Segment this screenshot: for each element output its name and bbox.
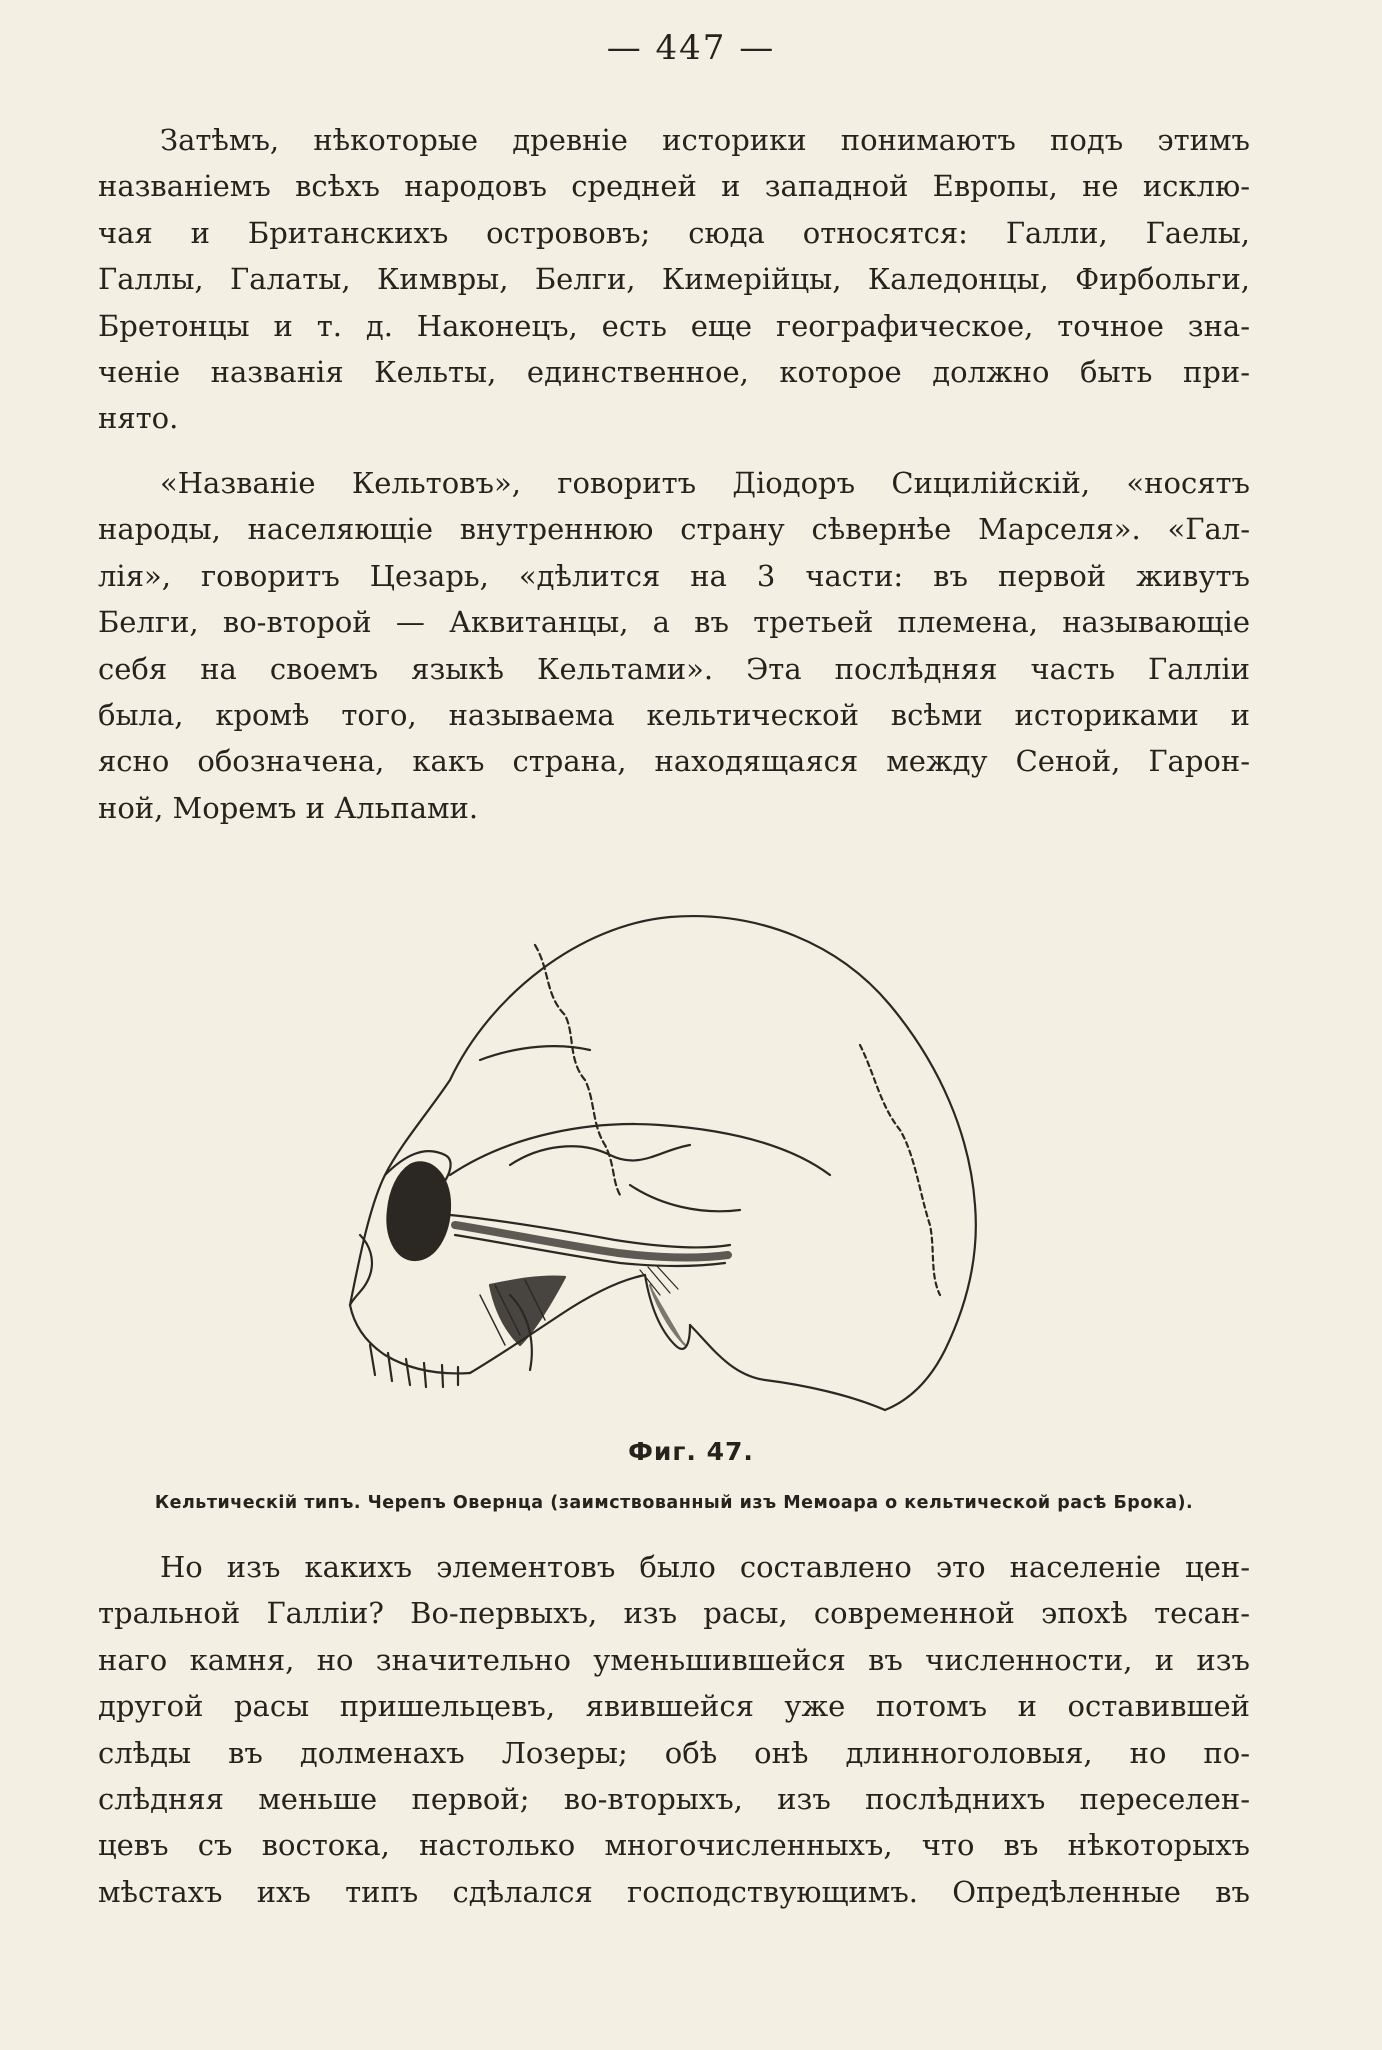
text-line: наго камня, но значительно уменьшившейся въ численности, и изъ (98, 1642, 1250, 1677)
text-line: цевъ съ востока, настолько многочисленныхъ, что въ нѣкоторыхъ (98, 1828, 1250, 1863)
text-line: «Названіе Кельтовъ», говоритъ Діодоръ Сицилійскій, «носятъ (160, 466, 1250, 500)
text-line: народы, населяющіе внутреннюю страну сѣвернѣе Марселя». «Гал- (98, 512, 1250, 547)
text-line: мѣстахъ ихъ типъ сдѣлался господствующимъ. Опредѣленные въ (98, 1874, 1250, 1909)
paragraph-1 (98, 117, 1250, 442)
figure-caption: Кельтическій типъ. Черепъ Овернца (заимствованный изъ Мемоара о кельтической расѣ Брока). (154, 1493, 1194, 1513)
text-line: ясно обозначена, какъ страна, находящаяся между Сеной, Гарон- (98, 744, 1250, 779)
paragraph-2 (98, 460, 1250, 831)
text-line: слѣдняя меньше первой; во-вторыхъ, изъ послѣднихъ переселен- (98, 1781, 1250, 1816)
text-line: слѣды въ долменахъ Лозеры; обѣ онѣ длинноголовыя, но по- (98, 1735, 1250, 1770)
text-line: Галлы, Галаты, Кимвры, Белги, Кимерійцы, Каледонцы, Фирбольги, (98, 262, 1250, 297)
text-line: себя на своемъ языкѣ Кельтами». Эта послѣдняя часть Галліи (98, 651, 1250, 686)
page-number: — 447 — (606, 28, 776, 68)
skull-drawing-icon (330, 875, 1010, 1415)
text-line: Но изъ какихъ элементовъ было составлено это населеніе цен- (160, 1550, 1250, 1584)
text-line: ченіе названія Кельты, единственное, которое должно быть при- (98, 354, 1250, 389)
text-line: нято. (98, 401, 179, 436)
skull-illustration (330, 875, 1010, 1415)
text-line: Затѣмъ, нѣкоторые древніе историки понимаютъ подъ этимъ (160, 123, 1250, 157)
text-line: другой расы пришельцевъ, явившейся уже потомъ и оставившей (98, 1689, 1250, 1724)
text-line: Белги, во-второй — Аквитанцы, а въ третьей племена, называющіе (98, 605, 1250, 640)
text-line: названіемъ всѣхъ народовъ средней и западной Европы, не исклю- (98, 169, 1250, 204)
text-line: была, кромѣ того, называема кельтической всѣми историками и (98, 697, 1250, 732)
text-line: Бретонцы и т. д. Наконецъ, есть еще географическое, точное зна- (98, 308, 1250, 343)
text-line: тральной Галліи? Во-первыхъ, изъ расы, современной эпохѣ тесан- (98, 1596, 1250, 1631)
text-line: чая и Британскихъ острововъ; сюда относятся: Галли, Гаелы, (98, 215, 1250, 250)
paragraph-3 (98, 1544, 1250, 1915)
text-line: ной, Моремъ и Альпами. (98, 790, 479, 825)
figure-label: Фиг. 47. (628, 1437, 754, 1466)
text-line: лія», говоритъ Цезарь, «дѣлится на 3 части: въ первой живутъ (98, 558, 1250, 593)
